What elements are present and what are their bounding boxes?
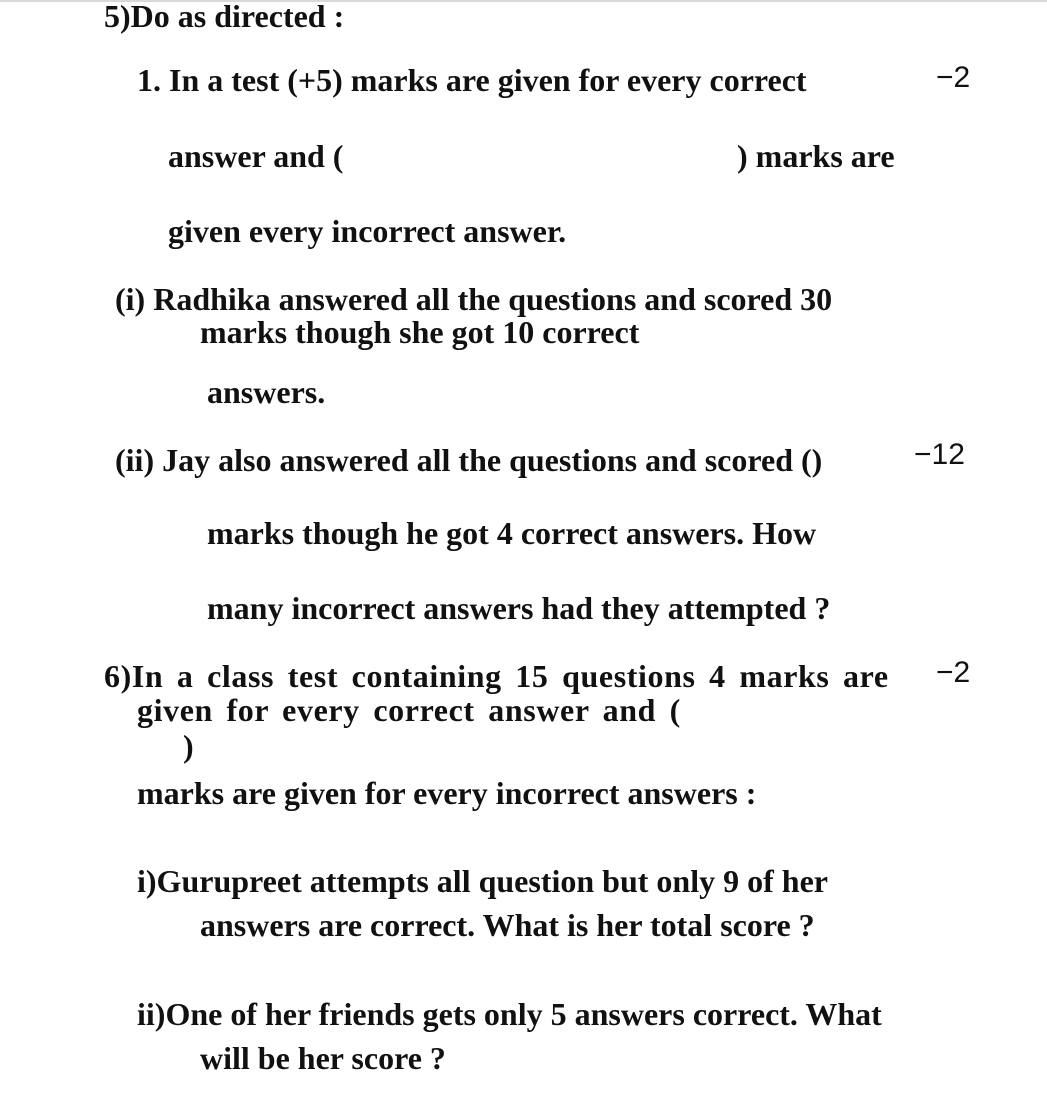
section-6-part-i-line-1: i)Gurupreet attempts all question but only 9 of her xyxy=(137,863,828,899)
section-6-part-ii-line-2: will be her score ? xyxy=(200,1040,446,1076)
q1-line-3: given every incorrect answer. xyxy=(168,213,567,249)
section-6-line-4: marks are given for every incorrect answers : xyxy=(137,775,757,811)
section-6-part-ii-line-1: ii)One of her friends gets only 5 answers correct. What xyxy=(137,996,882,1032)
q1-line-2-start: answer and ( xyxy=(168,138,344,174)
section-5-heading: 5)Do as directed : xyxy=(104,0,345,34)
q1-line-1: 1. In a test (+5) marks are given for every correct xyxy=(137,62,807,98)
section-6-part-i-line-2: answers are correct. What is her total score ? xyxy=(200,907,815,943)
section-6-answer-value: −2 xyxy=(936,656,971,689)
part-ii-line-2: marks though he got 4 correct answers. How xyxy=(207,515,817,551)
q1-line-2-end: ) marks are xyxy=(737,138,895,174)
section-6-line-2: given for every correct answer and ( xyxy=(137,692,681,728)
section-6-line-3: ) xyxy=(183,728,194,764)
section-6-line-1: 6)In a class test containing 15 questions 4 marks are xyxy=(104,658,889,694)
part-i-line-2: marks though she got 10 correct xyxy=(200,314,640,350)
part-i-line-1: (i) Radhika answered all the questions and scored 30 xyxy=(115,281,833,317)
part-ii-line-1: (ii) Jay also answered all the questions and scored () xyxy=(115,442,823,478)
part-i-line-3: answers. xyxy=(207,374,326,410)
part-ii-answer-value: −12 xyxy=(914,438,965,471)
q1-answer-value: −2 xyxy=(936,61,971,94)
part-ii-line-3: many incorrect answers had they attempted ? xyxy=(207,590,831,626)
